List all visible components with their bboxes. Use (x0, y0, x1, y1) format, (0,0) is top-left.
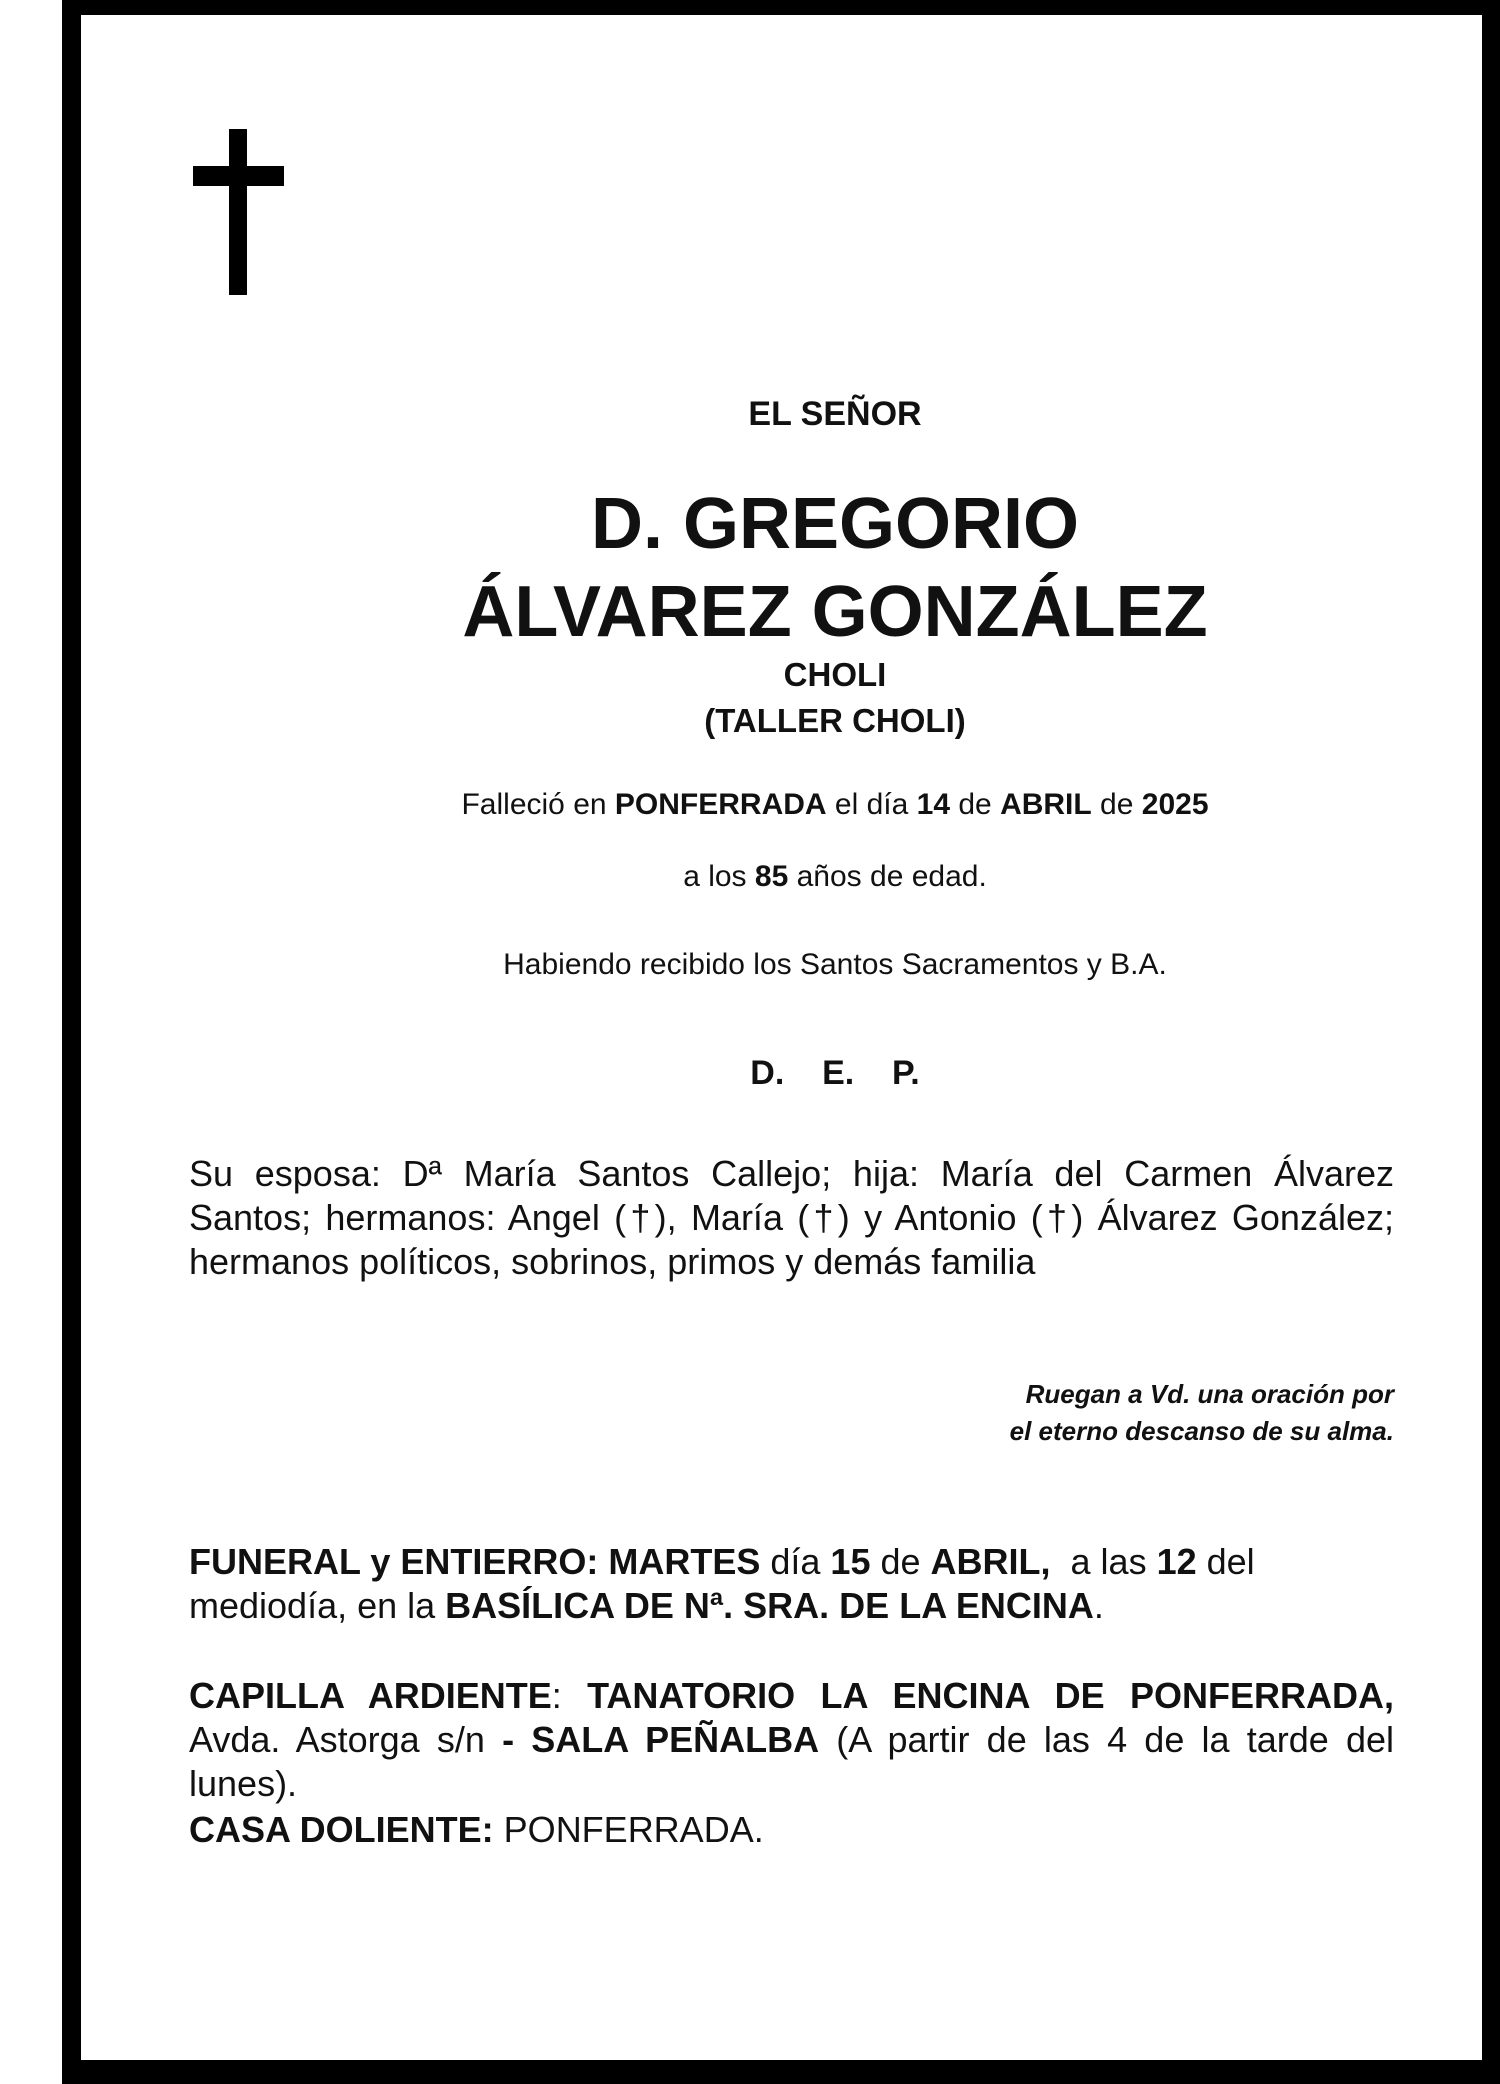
text: Avda. Astorga s/n (189, 1719, 503, 1760)
text: : (551, 1675, 588, 1716)
text: día (760, 1541, 831, 1582)
funeral-place: BASÍLICA DE Nª. SRA. DE LA ENCINA (445, 1585, 1094, 1626)
chapel-room: - SALA PEÑALBA (502, 1719, 820, 1760)
chapel-place: TANATORIO LA ENCINA DE PONFERRADA, (587, 1675, 1394, 1716)
deceased-name-line2: ÁLVAREZ GONZÁLEZ (462, 572, 1208, 652)
heading: EL SEÑOR (748, 395, 922, 433)
funeral-day: 15 (830, 1541, 871, 1582)
prayer-line1: Ruegan a Vd. una oración por (1025, 1379, 1394, 1409)
text: el día (826, 788, 917, 821)
funeral-label: FUNERAL y ENTIERRO: MARTES (189, 1541, 761, 1582)
chapel-label: CAPILLA ARDIENTE (189, 1675, 552, 1716)
text: de (1091, 788, 1142, 821)
text: (A partir de las 4 de la tarde del lunes). (189, 1719, 1395, 1804)
text: de (950, 788, 1001, 821)
prayer-text (189, 1376, 1394, 1450)
text: Falleció en (461, 788, 615, 821)
text: del mediodía, en la (189, 1541, 1265, 1626)
death-year: 2025 (1141, 788, 1209, 821)
house-value: PONFERRADA. (493, 1809, 764, 1850)
family-paragraph: Su esposa: Dª María Santos Callejo; hija: María del Carmen Álvarez Santos; hermanos: Angel (†), María (†) y Antonio (†) Álvarez González; hermanos políticos, sobrinos, primos y demás familia (189, 1153, 1394, 1282)
business-name: (TALLER CHOLI) (704, 702, 966, 739)
text: a las (1050, 1541, 1157, 1582)
death-info (0, 788, 1500, 822)
house-info (189, 1808, 1394, 1852)
sacraments-text: Habiendo recibido los Santos Sacramentos y B.A. (503, 948, 1167, 981)
text: de (870, 1541, 931, 1582)
funeral-month: ABRIL, (930, 1541, 1051, 1582)
prayer-line2: el eterno descanso de su alma. (1009, 1416, 1394, 1446)
age-info (0, 860, 1500, 894)
death-day: 14 (916, 788, 951, 821)
text: a los (683, 860, 755, 893)
text: . (1093, 1585, 1104, 1626)
cross-vertical (229, 129, 247, 295)
funeral-info (189, 1540, 1394, 1628)
dep-text: D. E. P. (750, 1054, 920, 1092)
funeral-hour: 12 (1156, 1541, 1197, 1582)
age-value: 85 (754, 860, 789, 893)
cross-horizontal (193, 166, 284, 186)
house-label: CASA DOLIENTE: (189, 1809, 494, 1850)
death-place: PONFERRADA (614, 788, 827, 821)
nickname: CHOLI (783, 656, 887, 693)
deceased-name-line1: D. GREGORIO (590, 484, 1080, 564)
death-month: ABRIL (1000, 788, 1092, 821)
text: años de edad. (788, 860, 987, 893)
chapel-info (189, 1674, 1394, 1806)
